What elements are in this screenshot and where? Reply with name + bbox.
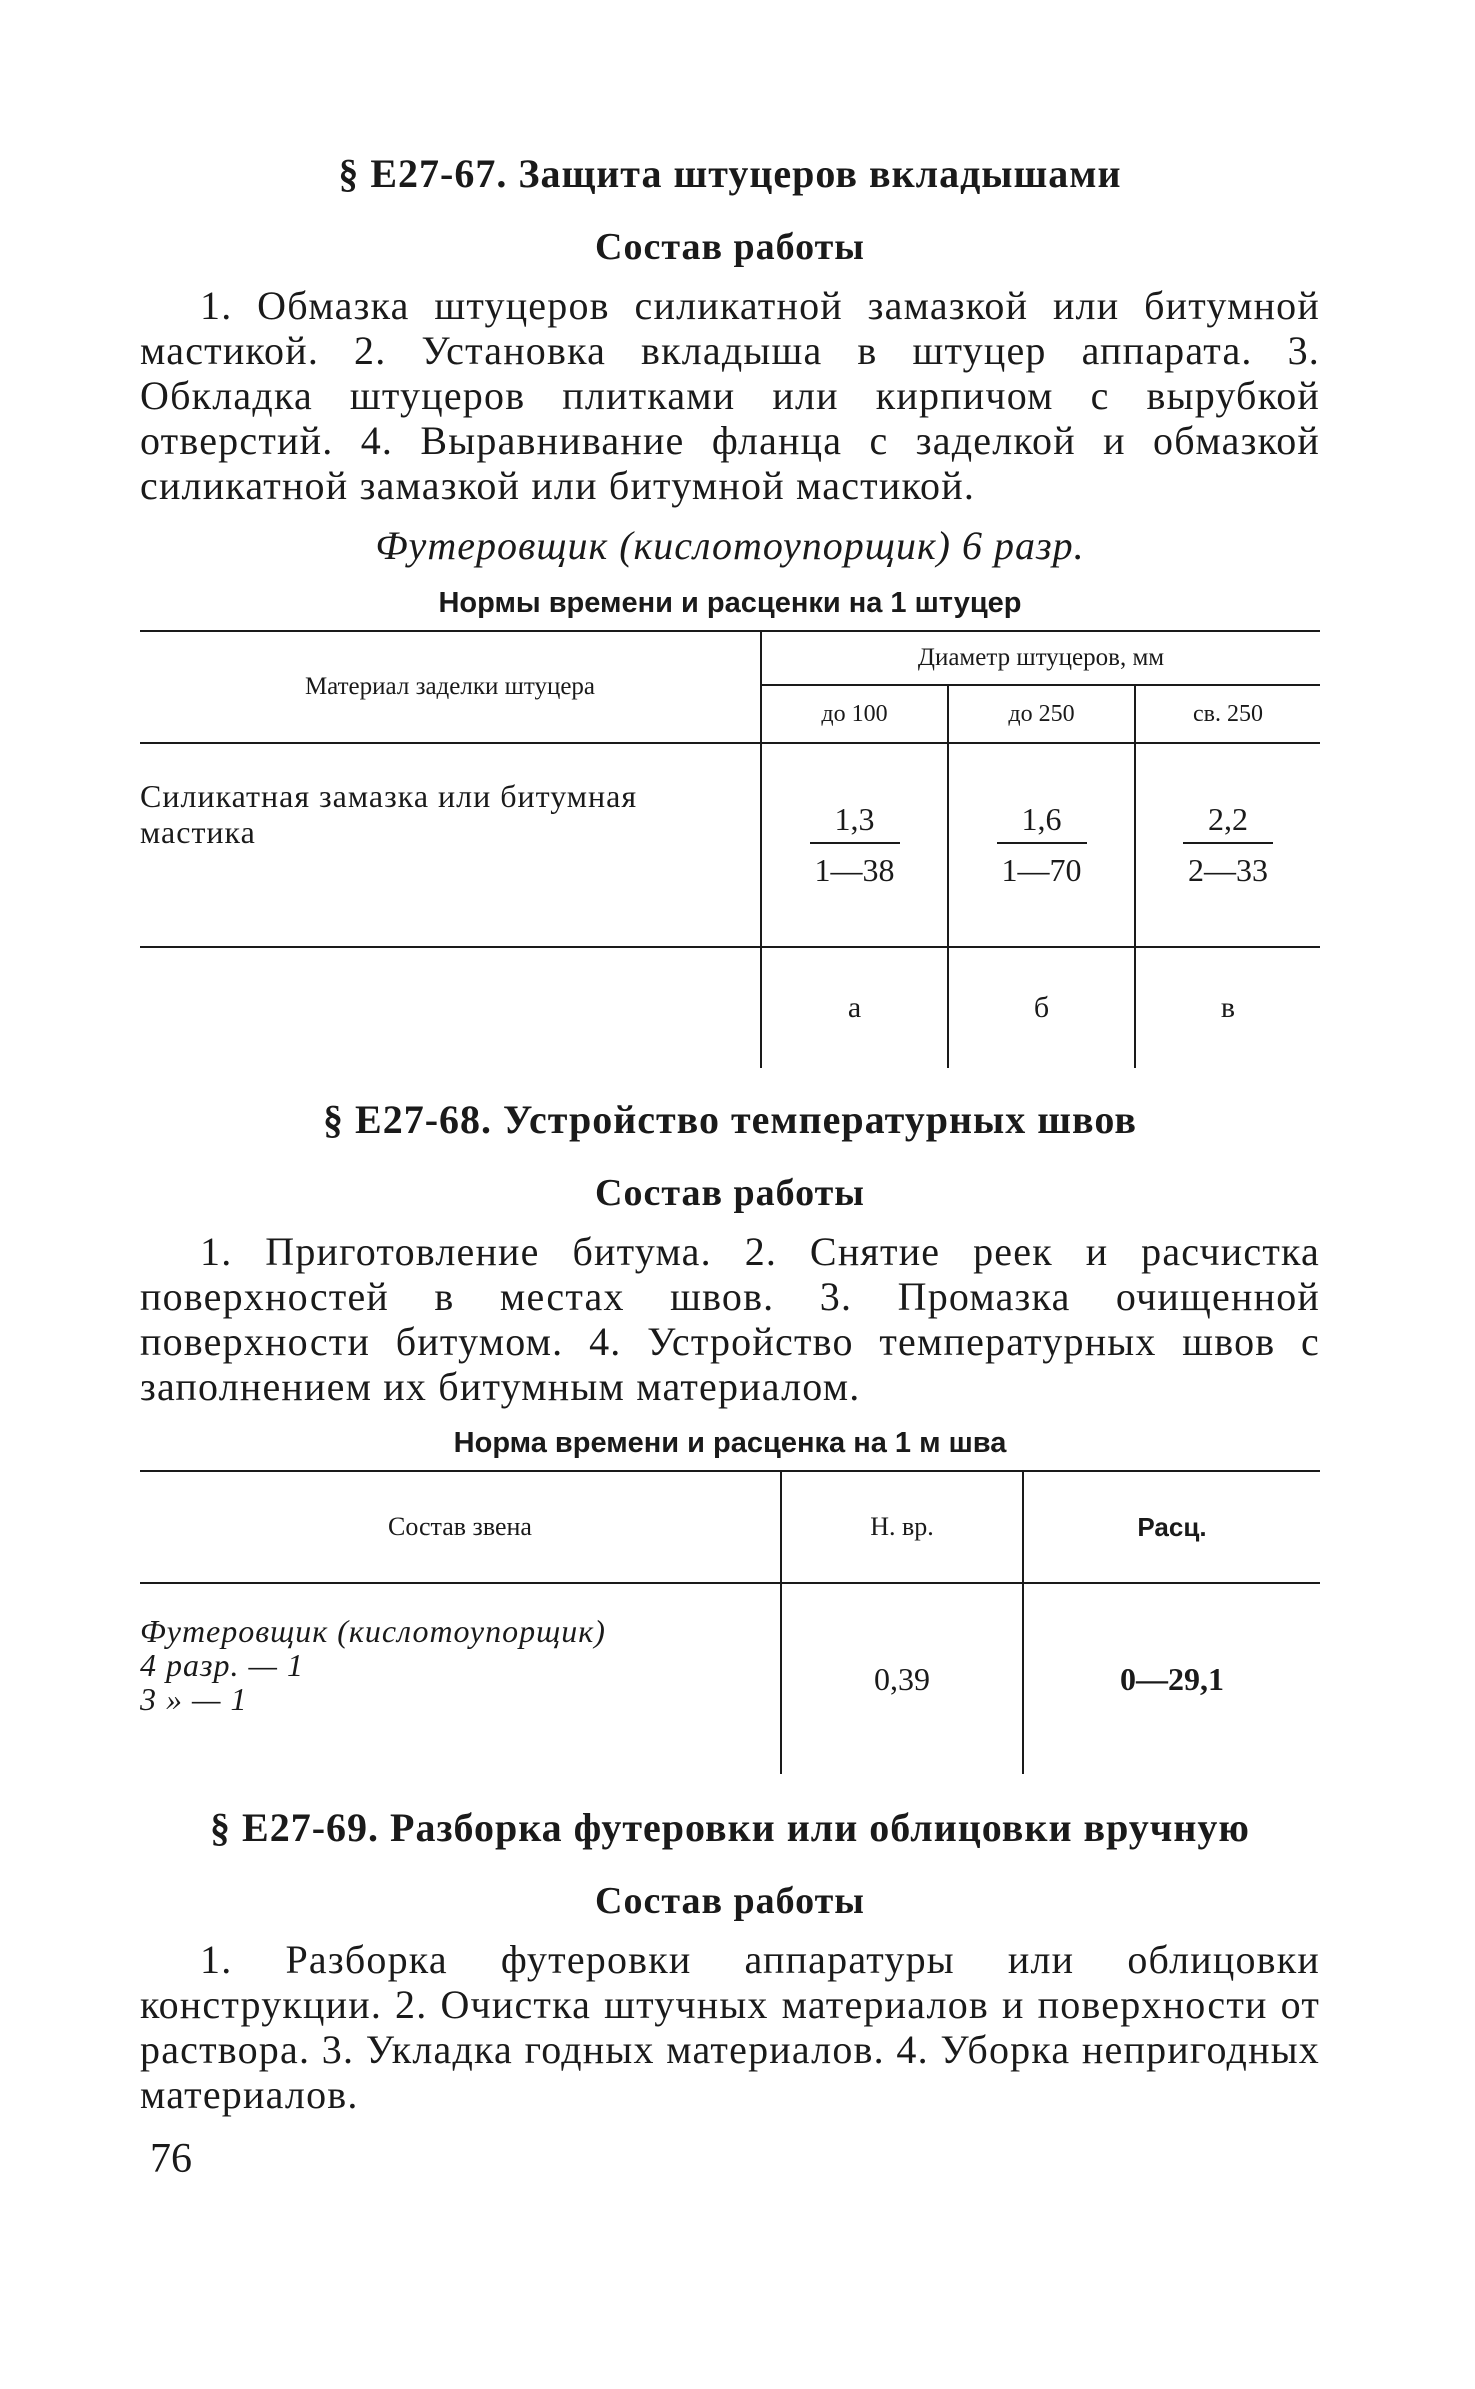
crew-line: 3 » — 1 [140, 1681, 248, 1717]
work-description: 1. Разборка футеровки аппаратуры или облицовки конструкции. 2. Очистка штучных материалов и поверхности от раствора. 3. Укладка годных материалов. 4. Уборка непригодных материалов. [140, 1937, 1320, 2117]
column-header-up-to-100: до 100 [761, 685, 948, 743]
rate-value: 1—38 [814, 852, 895, 888]
rate-value: 0—29,1 [1120, 1660, 1224, 1697]
table-caption: Норма времени и расценка на 1 м шва [453, 1427, 1007, 1459]
column-header-composition: Состав звена [140, 1471, 781, 1583]
column-header-norm: Н. вр. [781, 1471, 1023, 1583]
work-description: 1. Приготовление битума. 2. Снятие реек и расчистка поверхностей в местах швов. 3. Промазка очищенной поверхности битумом. 4. Устройство температурных швов с заполнением их битумным материалом. [140, 1229, 1320, 1409]
section-title-e27-67: § Е27-67. Защита штуцеров вкладышами [338, 151, 1122, 196]
rate-value: 1—70 [1001, 852, 1082, 888]
column-header-diameter: Диаметр штуцеров, мм [761, 631, 1320, 685]
column-letter: а [761, 947, 948, 1068]
work-description: 1. Обмазка штуцеров силикатной замазкой или битумной мастикой. 2. Установка вкладыша в штуцер аппарата. 3. Обкладка штуцеров плитками или кирпичом с вырубкой отверстий. 4. Выравнивание фланца с заделкой и обмазкой силикатной замазкой или битумной мастикой. [140, 283, 1320, 508]
section-subtitle: Состав работы [595, 1172, 865, 1214]
column-letters-row [140, 947, 1320, 1068]
column-header-up-to-250: до 250 [948, 685, 1135, 743]
table-cell [948, 743, 1135, 947]
page-number: 76 [150, 2136, 192, 2182]
column-header-material: Материал заделки штуцера [140, 631, 761, 743]
norm-value: 1,3 [810, 801, 900, 844]
table-row [140, 743, 1320, 947]
row-label-material: Силикатная замазка или битумная мастика [140, 743, 761, 947]
column-header-over-250: св. 250 [1135, 685, 1320, 743]
empty-cell [140, 947, 761, 1068]
section-title-e27-69: § Е27-69. Разборка футеровки или облицовки вручную [210, 1805, 1250, 1850]
page-content [140, 150, 1320, 2117]
table-row [140, 1583, 1320, 1774]
norms-table-e27-68 [140, 1470, 1320, 1774]
norm-value: 2,2 [1183, 801, 1273, 844]
norm-value: 0,39 [781, 1583, 1023, 1774]
crew-line: 4 разр. — 1 [140, 1647, 304, 1683]
section-title-e27-68: § Е27-68. Устройство температурных швов [323, 1097, 1137, 1142]
section-subtitle: Состав работы [595, 226, 865, 268]
crew-line: Футеровщик (кислотоупорщик) [140, 1613, 606, 1649]
column-header-rate: Расц. [1023, 1471, 1320, 1583]
norms-table-e27-67 [140, 630, 1320, 1068]
table-caption: Нормы времени и расценки на 1 штуцер [438, 587, 1022, 619]
table-cell [1135, 743, 1320, 947]
section-subtitle: Состав работы [595, 1880, 865, 1922]
rate-value: 2—33 [1188, 852, 1268, 888]
crew-composition [140, 1583, 781, 1774]
norm-value: 1,6 [997, 801, 1087, 844]
worker-grade: Футеровщик (кислотоупорщик) 6 разр. [375, 523, 1085, 568]
table-cell [761, 743, 948, 947]
column-letter: в [1220, 991, 1236, 1024]
column-letter: б [948, 947, 1135, 1068]
